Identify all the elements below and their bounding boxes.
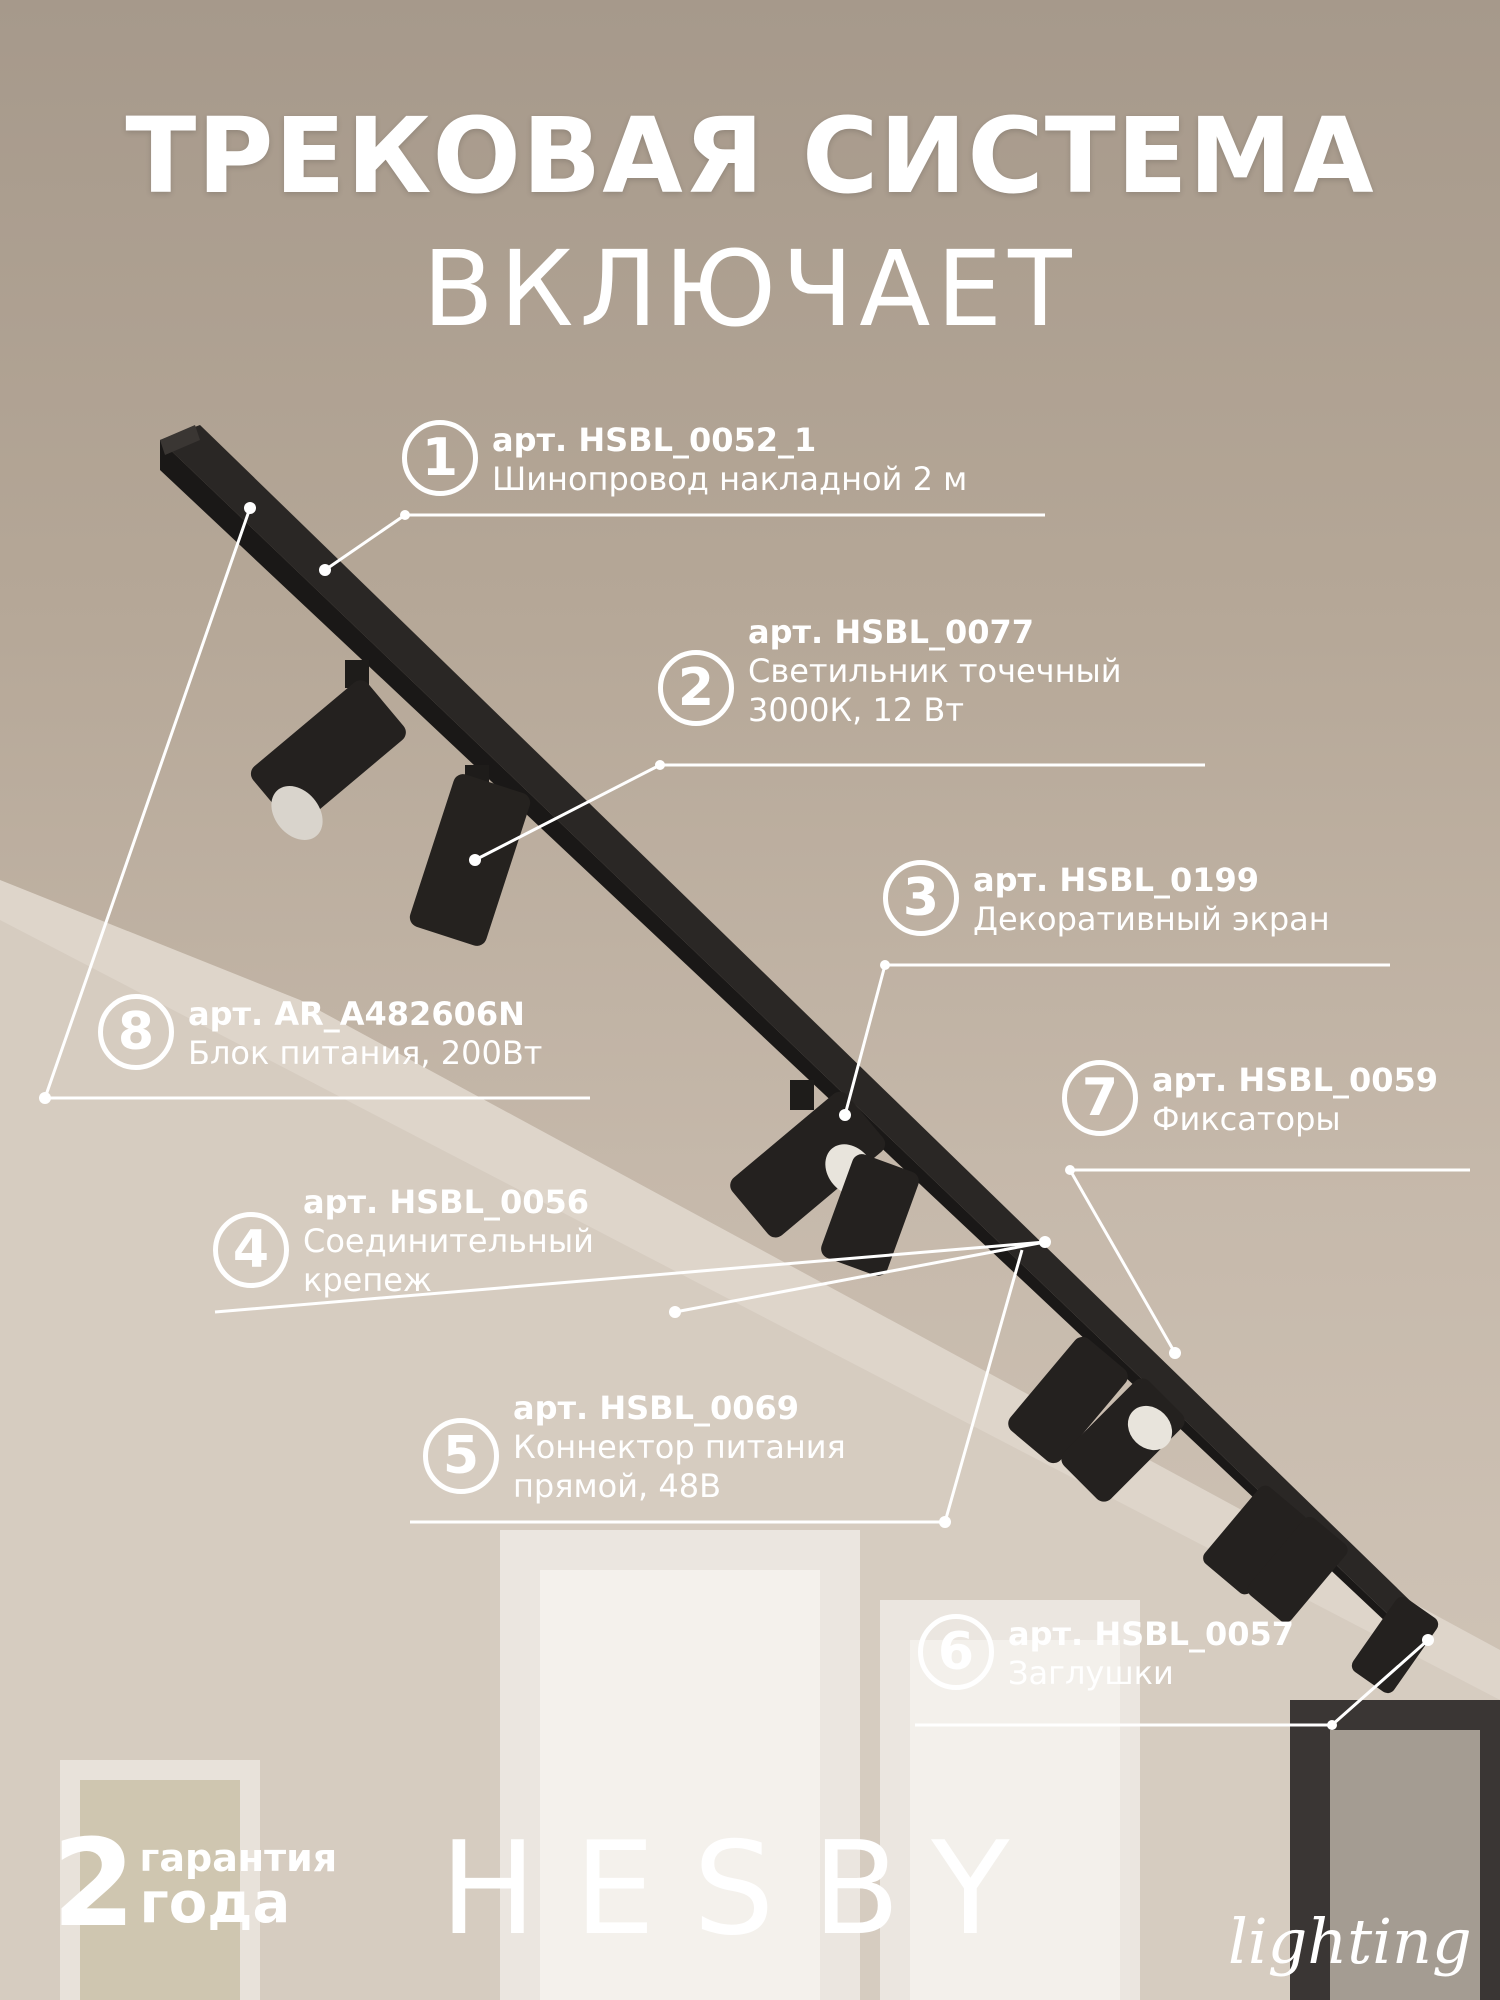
callout-article: арт. AR_A482606N [188,995,525,1033]
callout-8 [98,994,542,1073]
callout-7 [1062,1060,1438,1139]
callout-number: 5 [423,1418,499,1494]
guarantee-number: 2 [52,1815,136,1954]
callout-number: 7 [1062,1060,1138,1136]
callout-number: 1 [402,420,478,496]
headline-subtitle: ВКЛЮЧАЕТ [422,228,1078,350]
callout-number: 8 [98,994,174,1070]
callout-article: арт. HSBL_0059 [1152,1061,1439,1099]
spotlight-1 [247,660,410,850]
leader-line-7 [1070,1170,1470,1353]
brand-logo: HESBY [440,1815,1048,1964]
callout-article: арт. HSBL_0057 [1008,1615,1295,1653]
leader-line-1 [325,515,1045,570]
callout-description: Декоративный экран [973,900,1330,938]
callout-3 [883,860,1330,939]
callout-description: Соединительный крепеж [303,1222,594,1299]
callout-number: 2 [658,650,734,726]
callout-description: Заглушки [1008,1654,1174,1692]
callout-description: Коннектор питания прямой, 48В [513,1428,846,1505]
callout-number: 3 [883,860,959,936]
callout-description: Фиксаторы [1152,1100,1341,1138]
callout-number: 4 [213,1212,289,1288]
callout-article: арт. HSBL_0077 [748,613,1035,651]
brand-subtitle: lighting [1228,1905,1472,1978]
callout-article: арт. HSBL_0199 [973,861,1260,899]
callout-1 [402,420,967,499]
guarantee-badge [52,1815,338,1954]
callout-5 [423,1388,933,1506]
guarantee-label: гарантия [139,1836,338,1880]
callout-article: арт. HSBL_0056 [303,1183,590,1221]
callout-description: Светильник точечный 3000К, 12 Вт [748,652,1122,729]
callout-number: 6 [918,1614,994,1690]
callout-6 [918,1614,1294,1693]
guarantee-period: года [139,1871,291,1936]
callout-description: Блок питания, 200Вт [188,1034,543,1072]
spotlight-6 [1200,1482,1351,1625]
headline-title: ТРЕКОВАЯ СИСТЕМА [125,95,1375,217]
callout-article: арт. HSBL_0069 [513,1389,800,1427]
callout-2 [658,612,1208,730]
callout-4 [213,1182,663,1300]
callout-description: Шинопровод накладной 2 м [492,460,968,498]
callout-article: арт. HSBL_0052_1 [492,421,817,459]
